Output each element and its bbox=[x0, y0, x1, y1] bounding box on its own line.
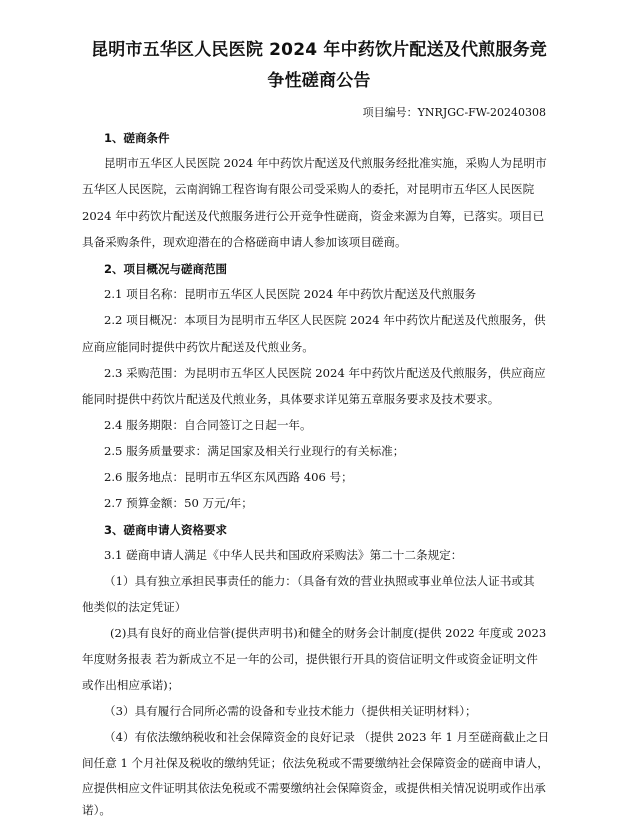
section-3-heading: 3、磋商申请人资格要求 bbox=[104, 523, 228, 537]
section-2-line: 能同时提供中药饮片配送及代煎业务，具体要求详见第五章服务要求及技术要求。 bbox=[82, 392, 500, 406]
section-3-line: （4）有依法缴纳税收和社会保障资金的良好记录 （提供 2023 年 1 月至磋商截止之日 bbox=[104, 730, 550, 744]
section-3-line: 3.1 磋商申请人满足《中华人民共和国政府采购法》第二十二条规定： bbox=[104, 548, 463, 562]
section-1-line: 具备采购条件，现欢迎潜在的合格磋商申请人参加该项目磋商。 bbox=[82, 235, 407, 249]
section-2-line: 应商应能同时提供中药饮片配送及代煎业务。 bbox=[82, 340, 314, 354]
section-3-line: 间任意 1 个月社保及税收的缴纳凭证；依法免税或不需要缴纳社会保障资金的磋商申请人， bbox=[82, 756, 549, 770]
section-1-heading: 1、磋商条件 bbox=[104, 131, 170, 145]
document-title-line-1: 昆明市五华区人民医院 2024 年中药饮片配送及代煎服务竞 bbox=[91, 40, 547, 60]
section-2-line: 2.5 服务质量要求：满足国家及相关行业现行的有关标准； bbox=[104, 444, 405, 458]
section-1-line: 2024 年中药饮片配送及代煎服务进行公开竞争性磋商，资金来源为自筹，已落实。项目已 bbox=[82, 209, 545, 223]
section-3-line: 或作出相应承诺)； bbox=[82, 678, 180, 692]
section-3-line: 诺）。 bbox=[82, 803, 111, 817]
section-2-line: 2.3 采购范围：为昆明市五华区人民医院 2024 年中药饮片配送及代煎服务，供应商应 bbox=[104, 366, 546, 380]
section-3-line: 他类似的法定凭证） bbox=[82, 600, 187, 614]
section-3-line: （1）具有独立承担民事责任的能力：（具备有效的营业执照或事业单位法人证书或其 bbox=[104, 574, 535, 588]
section-2-line: 2.1 项目名称：昆明市五华区人民医院 2024 年中药饮片配送及代煎服务 bbox=[104, 287, 477, 301]
section-1-line: 昆明市五华区人民医院 2024 年中药饮片配送及代煎服务经批准实施，采购人为昆明市 bbox=[104, 156, 547, 170]
section-2-line: 2.6 服务地点：昆明市五华区东风西路 406 号； bbox=[104, 470, 353, 484]
section-3-line: （3）具有履行合同所必需的设备和专业技术能力（提供相关证明材料）； bbox=[104, 704, 477, 718]
section-3-line: 年度财务报表 若为新成立不足一年的公司，提供银行开具的资信证明文件或资金证明文件 bbox=[82, 652, 538, 666]
section-3-line: (2)具有良好的商业信誉(提供声明书)和健全的财务会计制度(提供 2022 年度或 2023 bbox=[110, 626, 547, 640]
section-2-line: 2.2 项目概况：本项目为昆明市五华区人民医院 2024 年中药饮片配送及代煎服务，供 bbox=[104, 313, 546, 327]
section-2-line: 2.4 服务期限：自合同签订之日起一年。 bbox=[104, 418, 312, 432]
section-2-heading: 2、项目概况与磋商范围 bbox=[104, 262, 228, 276]
document-title-line-2: 争性磋商公告 bbox=[267, 71, 371, 91]
section-3-line: 应提供相应文件证明其依法免税或不需要缴纳社会保障资金，或提供相关情况说明或作出承 bbox=[82, 781, 546, 795]
section-2-line: 2.7 预算金额：50 万元/年； bbox=[104, 496, 253, 510]
section-1-line: 五华区人民医院，云南润锦工程咨询有限公司受采购人的委托，对昆明市五华区人民医院 bbox=[82, 182, 535, 196]
project-number: 项目编号：YNRJGC-FW-20240308 bbox=[362, 106, 546, 119]
